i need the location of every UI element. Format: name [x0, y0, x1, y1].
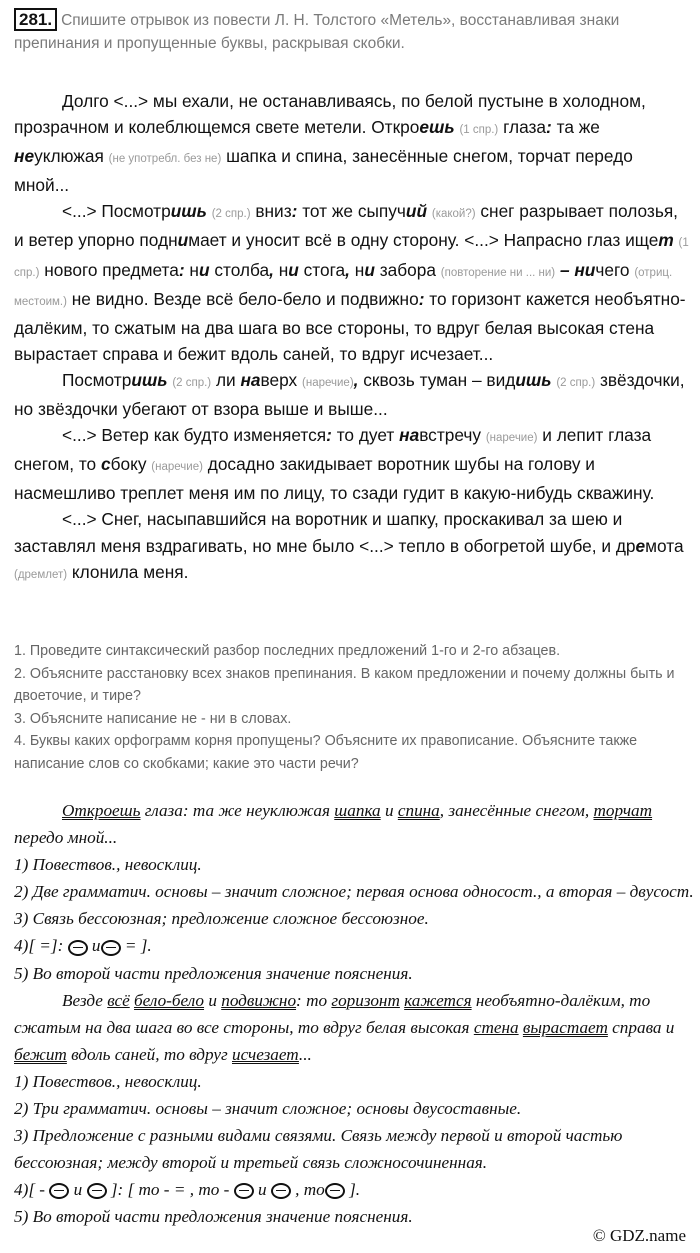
answer-line: 2) Две грамматич. основы – значит сложное; первая основа односост., а вторая – двусост.: [14, 882, 694, 902]
question-3: 3. Объясните написание не - ни в словах.: [14, 710, 292, 727]
answer-line: 2) Три грамматич. основы – значит сложное; основы двусоставные.: [14, 1099, 522, 1119]
answer-line: 1) Повествов., невосклиц.: [14, 1071, 202, 1091]
answer-sentence-1: Откроешь глаза: та же неуклюжая шапка и спина, занесённые снегом, торчат передо мной...: [14, 801, 653, 848]
exercise-instruction: Спишите отрывок из повести Л. Н. Толстого «Метель», восстанавливая знаки препинания и пропущенные буквы, раскрывая скобки.: [14, 12, 620, 52]
paragraph-3: Посмотришь (2 спр.) ли наверх (наречие), сквозь туман – видишь (2 спр.) звёздочки, но звёздочки убегают от взора выше и выше...: [14, 369, 685, 420]
subject-oval-icon: [49, 1183, 69, 1199]
exercise-text: [14, 88, 689, 588]
paragraph-1: Долго <...> мы ехали, не останавливаясь, по белой пустыне в холодном, прозрачном и колеблющемся свете метели. Откроешь (1 спр.) глаза: та же неуклюжая (не употребл. без не) шапка и спина, занесённые снегом, торчат передо мной...: [14, 91, 646, 196]
question-1: 1. Проведите синтаксический разбор последних предложений 1-го и 2-го абзацев.: [14, 643, 561, 659]
subject-oval-icon: [101, 940, 121, 956]
subject-oval-icon: [87, 1183, 107, 1199]
answer-line: 5) Во второй части предложения значение пояснения.: [14, 963, 413, 983]
answer-line: 1) Повествов., невосклиц.: [14, 855, 202, 875]
subject-oval-icon: [271, 1183, 291, 1199]
answer-scheme-2: 4)[ - и ]: [ то - = , то - и , то ].: [14, 1180, 361, 1200]
question-4: 4. Буквы каких орфограмм корня пропущены? Объясните их правописание. Объясните также написание слов со скобками; какие это части речи?: [14, 733, 638, 772]
questions-list: [14, 640, 694, 776]
answer-block: [14, 797, 694, 1231]
exercise-number: 281.: [14, 8, 57, 31]
subject-oval-icon: [234, 1183, 254, 1199]
answer-line: 3) Связь бессоюзная; предложение сложное бессоюзное.: [14, 909, 429, 929]
exercise-header: [14, 8, 694, 55]
paragraph-5: <...> Снег, насыпавшийся на воротник и шапку, проскакивал за шею и заставлял меня вздрагивать, но мне было <...> тепло в обогретой шубе, и дремота (дремлет) клонила меня.: [14, 509, 684, 582]
paragraph-4: <...> Ветер как будто изменяется: то дует навстречу (наречие) и лепит глаза снегом, то сбоку (наречие) досадно закидывает воротник шубы на голову и насмешливо треплет меня им по лицу, то сзади гудит в какую-нибудь скважину.: [14, 425, 655, 504]
question-2: 2. Объясните расстановку всех знаков препинания. В каком предложении и почему должны быть и двоеточие, и тире?: [14, 665, 675, 705]
subject-oval-icon: [68, 940, 88, 956]
answer-sentence-2: Везде всё бело-бело и подвижно: то горизонт кажется необъятно-далёким, то сжатым на два шага во все стороны, то вдруг белая высокая стена вырастает справа и бежит вдоль саней, то вдруг исчезает...: [14, 990, 675, 1064]
answer-scheme-1: 4)[ =]: и = ].: [14, 936, 152, 956]
paragraph-2: <...> Посмотришь (2 спр.) вниз: тот же сыпучий (какой?) снег разрывает полозья, и ветер упорно поднимает и уносит всё в одну сторону. <...> Напрасно глаз ищет (1 спр.) нового предмета: ни столба, ни стога, ни забора (повторение ни ... ни) – ничего (отриц. местоим.) не видно. Везде всё бело-бело и подвижно: то горизонт кажется необъятно-далёким, то сжатым на два шага во все стороны, то вдруг белая высокая стена вырастает справа и бежит вдоль саней, то вдруг исчезает...: [14, 201, 689, 364]
answer-line: 5) Во второй части предложения значение пояснения.: [14, 1207, 413, 1227]
answer-line: 3) Предложение с разными видами связями. Связь между первой и второй частью бессоюзная; между второй и третьей связь сложносочиненная.: [14, 1126, 623, 1173]
watermark-credit: © GDZ.name: [592, 1226, 686, 1245]
subject-oval-icon: [325, 1183, 345, 1199]
